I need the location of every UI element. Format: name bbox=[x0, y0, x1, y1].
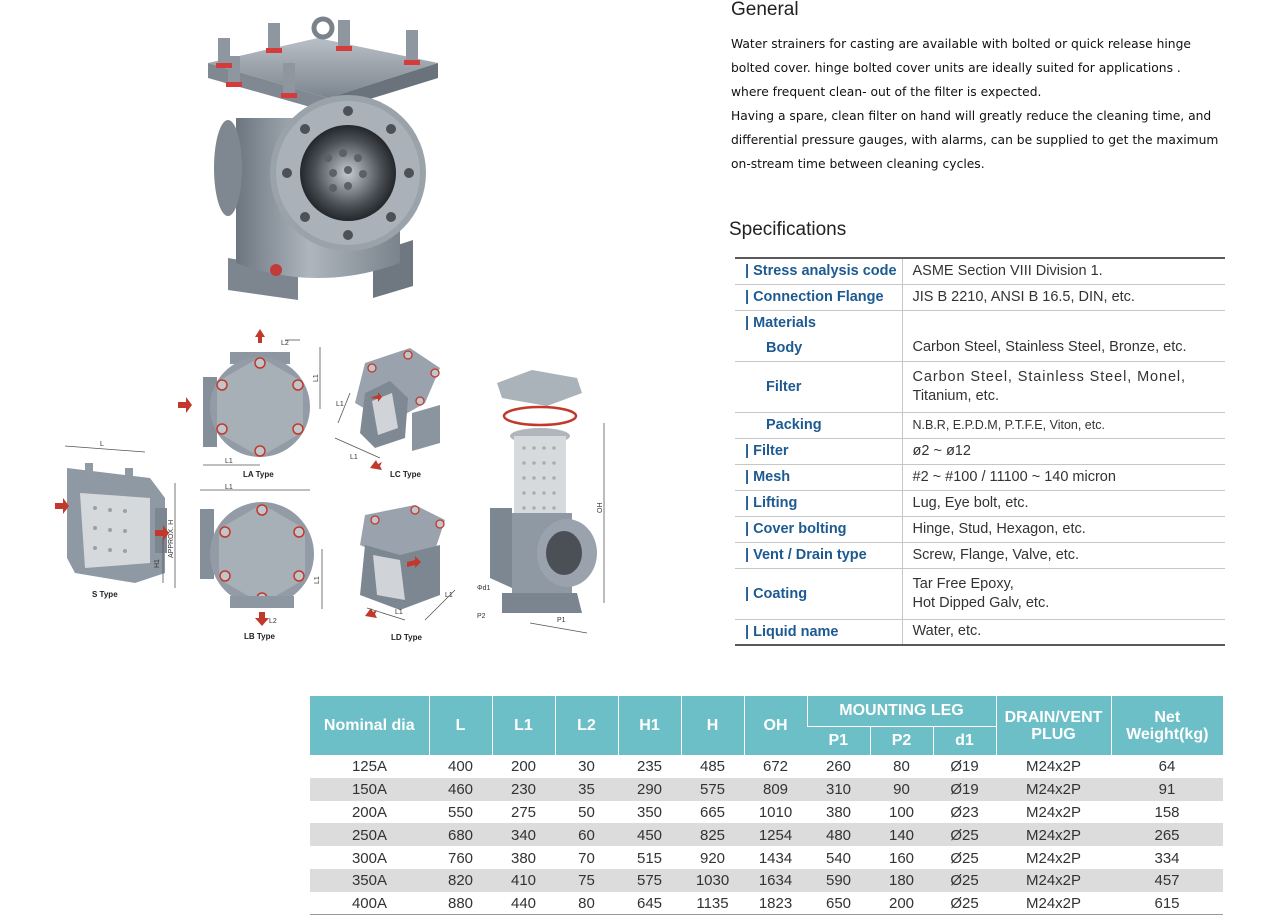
cell-net-weight: 334 bbox=[1154, 849, 1180, 867]
dimension-header-row bbox=[310, 696, 1223, 726]
cell-h1: 290 bbox=[618, 778, 681, 801]
la-dim-l2: L2 bbox=[281, 340, 289, 347]
dimension-table bbox=[310, 696, 1223, 915]
dimension-table-body bbox=[310, 755, 1223, 915]
spec-row bbox=[735, 490, 1225, 516]
cell-l: 550 bbox=[447, 803, 474, 821]
cell-drain-vent-plug: M24x2P bbox=[996, 823, 1111, 846]
lb-dim-l1-v: L1 bbox=[314, 576, 321, 584]
spec-key: | Lifting bbox=[735, 490, 902, 516]
cell-d1: Ø19 bbox=[933, 778, 996, 801]
cell-d1: Ø25 bbox=[950, 849, 979, 867]
lc-dim-l1-b: L1 bbox=[350, 454, 358, 461]
col-p2: P2 bbox=[870, 726, 933, 755]
s-dim-h: APPROX. H bbox=[168, 519, 175, 558]
cell-drain-vent-plug: M24x2P bbox=[996, 778, 1111, 801]
col-net-weight: Net Weight(kg) bbox=[1111, 696, 1223, 755]
cell-net-weight: 91 bbox=[1111, 778, 1223, 801]
s-type-diagram bbox=[55, 438, 190, 598]
exploded-dim-p2: P2 bbox=[477, 613, 486, 620]
cell-p2: 160 bbox=[888, 849, 915, 867]
cell-l2: 30 bbox=[578, 758, 595, 776]
general-line: Having a spare, clean filter on hand will greatly reduce the cleaning time, and bbox=[731, 109, 1212, 123]
cell-nominal-dia: 250A bbox=[310, 823, 429, 846]
spec-key: | Coating bbox=[735, 568, 902, 619]
cell-d1: Ø25 bbox=[933, 823, 996, 846]
spec-value-line: Titanium, etc. bbox=[912, 387, 999, 404]
spec-value: N.B.R, E.P.D.M, P.T.F.E, Viton, etc. bbox=[902, 412, 1225, 438]
col-h: H bbox=[681, 696, 744, 755]
table-row bbox=[310, 869, 1223, 892]
cell-nominal-dia: 400A bbox=[310, 892, 429, 915]
spec-key: | Materials bbox=[735, 310, 902, 335]
cell-drain-vent-plug: M24x2P bbox=[1025, 758, 1082, 776]
cell-l: 400 bbox=[447, 758, 474, 776]
spec-row bbox=[735, 516, 1225, 542]
cell-d1: Ø19 bbox=[950, 758, 979, 776]
cell-l: 760 bbox=[447, 849, 474, 867]
cell-l: 880 bbox=[429, 892, 492, 915]
cell-p2: 100 bbox=[888, 803, 915, 821]
cell-drain-vent-plug: M24x2P bbox=[1025, 849, 1082, 867]
spec-value-line: Tar Free Epoxy, bbox=[912, 575, 1014, 592]
lb-type-diagram bbox=[195, 484, 335, 629]
exploded-dim-oh: OH bbox=[597, 502, 604, 513]
cell-oh: 809 bbox=[744, 778, 807, 801]
cell-l2: 80 bbox=[555, 892, 618, 915]
col-oh: OH bbox=[744, 696, 807, 755]
la-dim-l1-v: L1 bbox=[313, 374, 320, 382]
general-line: Water strainers for casting are available with bolted or quick release hinge bbox=[731, 37, 1191, 51]
col-nominal-dia: Nominal dia bbox=[310, 696, 429, 755]
cell-oh: 1823 bbox=[744, 892, 807, 915]
spec-value-line: Hot Dipped Galv, etc. bbox=[912, 594, 1050, 611]
spec-row bbox=[735, 542, 1225, 568]
cell-h: 485 bbox=[699, 758, 726, 776]
spec-row bbox=[735, 568, 1225, 619]
general-line: differential pressure gauges, with alarms, can be supplied to get the maximum bbox=[731, 133, 1219, 147]
cell-p1: 480 bbox=[807, 823, 870, 846]
ld-type-label: LD Type bbox=[391, 633, 422, 642]
cell-l1: 230 bbox=[492, 778, 555, 801]
spec-key: | Liquid name bbox=[735, 619, 902, 645]
cell-p1: 380 bbox=[825, 803, 852, 821]
spec-key: | Filter bbox=[735, 438, 902, 464]
cell-net-weight: 64 bbox=[1158, 758, 1176, 776]
cell-l2: 35 bbox=[555, 778, 618, 801]
exploded-view-diagram bbox=[472, 368, 622, 643]
lb-dim-l2: L2 bbox=[269, 618, 277, 625]
col-drain-vent-plug: DRAIN/VENT PLUG bbox=[996, 696, 1111, 755]
cell-d1: Ø25 bbox=[933, 869, 996, 892]
cell-net-weight: 265 bbox=[1111, 823, 1223, 846]
cell-p1: 260 bbox=[825, 758, 852, 776]
cell-net-weight: 158 bbox=[1154, 803, 1180, 821]
cell-p1: 590 bbox=[807, 869, 870, 892]
general-description bbox=[731, 32, 1231, 176]
lb-dim-l1-h: L1 bbox=[225, 484, 233, 491]
lc-type-label: LC Type bbox=[390, 470, 421, 479]
cell-d1: Ø23 bbox=[950, 803, 979, 821]
cell-h: 575 bbox=[681, 778, 744, 801]
cell-oh: 1254 bbox=[744, 823, 807, 846]
cell-net-weight: 457 bbox=[1111, 869, 1223, 892]
lc-type-diagram bbox=[330, 343, 450, 473]
table-row bbox=[310, 846, 1223, 869]
cell-l1: 340 bbox=[492, 823, 555, 846]
cell-l: 680 bbox=[429, 823, 492, 846]
lb-type-label: LB Type bbox=[244, 632, 275, 641]
cell-l2: 70 bbox=[578, 849, 595, 867]
spec-row bbox=[735, 361, 1225, 412]
cell-l1: 410 bbox=[492, 869, 555, 892]
la-type-diagram bbox=[175, 327, 330, 470]
spec-key: | Mesh bbox=[735, 464, 902, 490]
spec-row bbox=[735, 619, 1225, 645]
cell-nominal-dia: 150A bbox=[310, 778, 429, 801]
cell-h1: 450 bbox=[618, 823, 681, 846]
la-type-label: LA Type bbox=[243, 470, 274, 479]
s-type-label: S Type bbox=[92, 590, 118, 599]
cell-nominal-dia: 300A bbox=[351, 849, 388, 867]
cell-oh: 672 bbox=[762, 758, 789, 776]
spec-row bbox=[735, 284, 1225, 310]
spec-value: Lug, Eye bolt, etc. bbox=[902, 490, 1225, 516]
general-heading: General bbox=[731, 0, 799, 20]
lc-dim-l1-a: L1 bbox=[336, 401, 344, 408]
cell-h1: 575 bbox=[618, 869, 681, 892]
cell-l2: 75 bbox=[555, 869, 618, 892]
spec-row bbox=[735, 438, 1225, 464]
specifications-table bbox=[735, 257, 1225, 646]
col-mounting-leg: MOUNTING LEG bbox=[807, 696, 996, 726]
cell-l1: 440 bbox=[492, 892, 555, 915]
cell-l: 820 bbox=[429, 869, 492, 892]
cell-oh: 1010 bbox=[758, 803, 793, 821]
cell-nominal-dia: 200A bbox=[351, 803, 388, 821]
exploded-dim-d1: Φd1 bbox=[477, 585, 491, 592]
spec-value: ASME Section VIII Division 1. bbox=[902, 258, 1225, 284]
spec-key: Body bbox=[735, 335, 902, 361]
spec-row bbox=[735, 258, 1225, 284]
cell-l1: 380 bbox=[510, 849, 537, 867]
cell-d1: Ø25 bbox=[933, 892, 996, 915]
cell-p2: 140 bbox=[870, 823, 933, 846]
s-dim-l: L bbox=[100, 441, 104, 448]
exploded-dim-p1: P1 bbox=[557, 617, 566, 624]
cell-nominal-dia: 350A bbox=[310, 869, 429, 892]
spec-value: Water, etc. bbox=[902, 619, 1225, 645]
table-row bbox=[310, 801, 1223, 824]
spec-row bbox=[735, 464, 1225, 490]
strainer-product-image bbox=[188, 8, 458, 308]
col-d1: d1 bbox=[933, 726, 996, 755]
cell-h1: 645 bbox=[618, 892, 681, 915]
spec-key: | Cover bolting bbox=[735, 516, 902, 542]
cell-p2: 200 bbox=[870, 892, 933, 915]
spec-key: Packing bbox=[735, 412, 902, 438]
cell-l: 460 bbox=[429, 778, 492, 801]
cell-h: 1030 bbox=[681, 869, 744, 892]
spec-value: ø2 ~ ø12 bbox=[902, 438, 1225, 464]
spec-value: #2 ~ #100 / 11100 ~ 140 micron bbox=[902, 464, 1225, 490]
cell-p2: 90 bbox=[870, 778, 933, 801]
spec-value bbox=[902, 310, 1225, 335]
spec-key: | Vent / Drain type bbox=[735, 542, 902, 568]
table-row bbox=[310, 778, 1223, 801]
ld-dim-l1-a: L1 bbox=[395, 609, 403, 616]
cell-l1: 275 bbox=[510, 803, 537, 821]
spec-value-line: Carbon Steel, Stainless Steel, Monel, bbox=[912, 368, 1186, 385]
cell-net-weight: 615 bbox=[1111, 892, 1223, 915]
cell-h1: 350 bbox=[636, 803, 663, 821]
cell-p1: 540 bbox=[825, 849, 852, 867]
cell-drain-vent-plug: M24x2P bbox=[996, 869, 1111, 892]
cell-drain-vent-plug: M24x2P bbox=[1025, 803, 1082, 821]
spec-value: Screw, Flange, Valve, etc. bbox=[902, 542, 1225, 568]
ld-dim-l1-b: L1 bbox=[445, 592, 453, 599]
cell-h1: 515 bbox=[636, 849, 663, 867]
spec-row bbox=[735, 412, 1225, 438]
ld-type-diagram bbox=[345, 500, 465, 630]
general-line: bolted cover. hinge bolted cover units are ideally suited for applications . bbox=[731, 61, 1181, 75]
cell-drain-vent-plug: M24x2P bbox=[996, 892, 1111, 915]
cell-h: 920 bbox=[699, 849, 726, 867]
la-dim-l1-h: L1 bbox=[225, 458, 233, 465]
cell-l2: 50 bbox=[578, 803, 595, 821]
col-l2: L2 bbox=[555, 696, 618, 755]
cell-p2: 180 bbox=[870, 869, 933, 892]
cell-p1: 310 bbox=[807, 778, 870, 801]
spec-value: Hinge, Stud, Hexagon, etc. bbox=[902, 516, 1225, 542]
spec-value bbox=[902, 568, 1225, 619]
spec-value: Carbon Steel, Stainless Steel, Bronze, etc. bbox=[902, 335, 1225, 361]
spec-row bbox=[735, 335, 1225, 361]
spec-value: JIS B 2210, ANSI B 16.5, DIN, etc. bbox=[902, 284, 1225, 310]
specifications-heading: Specifications bbox=[729, 219, 847, 240]
cell-h: 825 bbox=[681, 823, 744, 846]
table-row bbox=[310, 823, 1223, 846]
cell-p2: 80 bbox=[893, 758, 910, 776]
col-p1: P1 bbox=[807, 726, 870, 755]
cell-oh: 1634 bbox=[744, 869, 807, 892]
cell-nominal-dia: 125A bbox=[351, 758, 388, 776]
cell-l1: 200 bbox=[510, 758, 537, 776]
cell-oh: 1434 bbox=[758, 849, 793, 867]
general-line: where frequent clean- out of the filter is expected. bbox=[731, 85, 1042, 99]
cell-h1: 235 bbox=[636, 758, 663, 776]
table-row bbox=[310, 892, 1223, 915]
cell-h: 665 bbox=[699, 803, 726, 821]
spec-value bbox=[902, 361, 1225, 412]
col-h1: H1 bbox=[618, 696, 681, 755]
s-dim-h1: H1 bbox=[154, 559, 161, 568]
spec-key: | Connection Flange bbox=[735, 284, 902, 310]
col-l1: L1 bbox=[492, 696, 555, 755]
spec-row bbox=[735, 310, 1225, 335]
cell-l2: 60 bbox=[555, 823, 618, 846]
spec-key: | Stress analysis code bbox=[735, 258, 902, 284]
cell-h: 1135 bbox=[681, 892, 744, 915]
col-l: L bbox=[429, 696, 492, 755]
table-row bbox=[310, 755, 1223, 778]
general-line: on-stream time between cleaning cycles. bbox=[731, 157, 985, 171]
cell-p1: 650 bbox=[807, 892, 870, 915]
spec-key: Filter bbox=[735, 361, 902, 412]
